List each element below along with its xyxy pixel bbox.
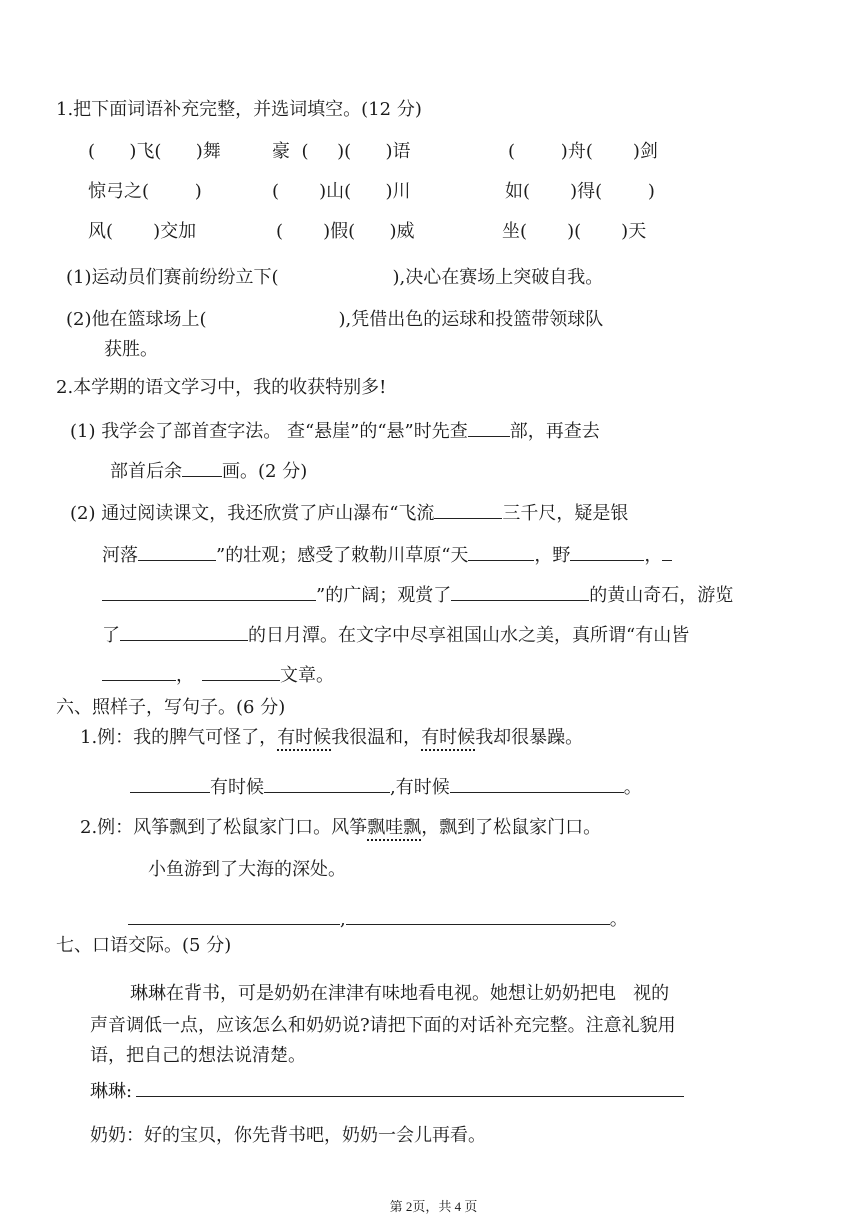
q1-idiom-6: 如( )得( )	[505, 181, 655, 202]
q2-part2-line2	[102, 542, 672, 568]
s7-paragraph-line3: 语，把自己的想法说清楚。	[90, 1045, 306, 1066]
q2-poem-blank-8[interactable]	[120, 622, 248, 641]
s6-fill2-blank-b[interactable]	[346, 906, 610, 925]
s7-paragraph-line2: 声音调低一点，应该怎么和奶奶说?请把下面的对话补充完整。注意礼貌用	[90, 1015, 676, 1036]
s6-ex2-dotted: 飘哇飘	[367, 817, 422, 838]
s6-example-1	[80, 726, 583, 750]
q2-poem-blank-7[interactable]	[451, 582, 589, 601]
q1-idiom-5: ( )山( )川	[272, 181, 411, 202]
q2-p1-text: (1) 我学会了部首查字法。 查“悬崖”的“悬”时先查	[70, 421, 468, 442]
q2-p2-text-i: 了	[102, 625, 120, 646]
q1-idiom-9: 坐( )( )天	[502, 221, 647, 242]
q2-p2-text-l: 文章。	[280, 665, 334, 686]
q2-p2-text-f: ，	[644, 545, 663, 566]
s7-linlin-answer-blank[interactable]	[136, 1078, 684, 1097]
q2-part2-line3	[102, 582, 733, 608]
s6-fill1-text-b: ,有时候	[390, 777, 450, 798]
s7-linlin-label: 琳琳:	[90, 1081, 133, 1102]
s6-fill2-comma: ,	[340, 909, 346, 930]
q2-poem-blank-1[interactable]	[434, 500, 502, 519]
s7-title: 七、口语交际。(5 分)	[56, 935, 232, 956]
q2-title: 2.本学期的语文学习中，我的收获特别多!	[56, 377, 387, 398]
q2-part1-line2	[110, 458, 307, 484]
q2-poem-blank-6[interactable]	[102, 582, 316, 601]
s6-ex2-prompt: 小鱼游到了大海的深处。	[148, 859, 346, 880]
q2-p2-text-a: (2) 通过阅读课文，我还欣赏了庐山瀑布“飞流	[70, 503, 435, 524]
q1-s1-start: (1)运动员们赛前纷纷立下(	[66, 267, 279, 288]
q2-part1-line1	[70, 418, 600, 444]
q1-sentence-1	[66, 266, 603, 290]
q1-sentence-2	[66, 308, 603, 332]
q2-poem-blank-4[interactable]	[570, 542, 644, 561]
q2-poem-blank-3[interactable]	[468, 542, 534, 561]
q2-part2-line5	[102, 662, 334, 688]
q2-p1-text4: 画。(2 分)	[222, 461, 308, 482]
q2-p2-text-c: 河落	[102, 545, 138, 566]
q1-idiom-1: ( )飞( )舞	[88, 141, 221, 162]
s6-ex2-post: ，飘到了松鼠家门口。	[421, 817, 602, 838]
s6-example-2	[80, 816, 601, 840]
s7-linlin-line	[90, 1078, 684, 1104]
s6-fill1-blank-a[interactable]	[130, 774, 210, 793]
q1-s2-start: (2)他在篮球场上(	[66, 309, 207, 330]
s6-ex2-pre: 2.例：风筝飘到了松鼠家门口。风筝	[80, 817, 368, 838]
q2-poem-blank-9[interactable]	[102, 662, 176, 681]
s6-fill1-blank-c[interactable]	[450, 774, 624, 793]
s7-nainai-line: 奶奶：好的宝贝，你先背书吧，奶奶一会儿再看。	[90, 1125, 486, 1146]
s6-fill-line-2	[128, 906, 628, 932]
s6-fill1-end: 。	[623, 777, 642, 798]
s6-fill1-blank-b[interactable]	[264, 774, 390, 793]
s6-fill2-blank-a[interactable]	[128, 906, 340, 925]
q1-idiom-8: ( )假( )威	[276, 221, 415, 242]
q2-poem-blank-2[interactable]	[138, 542, 216, 561]
s6-ex1-dotted-1: 有时候	[277, 727, 332, 748]
s6-fill-line-1	[130, 774, 642, 800]
q1-s1-end: ),决心在赛场上突破自我。	[392, 267, 604, 288]
q2-p2-text-e: ，野	[534, 545, 571, 566]
s6-fill2-end: 。	[609, 909, 628, 930]
q1-s2-end: ),凭借出色的运球和投篮带领球队	[338, 309, 604, 330]
q2-p2-text-d: ”的壮观；感受了敕勒川草原“天	[216, 545, 469, 566]
q1-idiom-7: 风( )交加	[88, 221, 197, 242]
s6-ex1-post: 我却很暴躁。	[475, 727, 584, 748]
s6-ex1-dotted-2: 有时候	[421, 727, 476, 748]
q2-part2-line1	[70, 500, 628, 526]
q1-idiom-3: ( )舟( )剑	[508, 141, 658, 162]
q2-p2-text-g: ”的广阔；观赏了	[316, 585, 452, 606]
q2-part2-line4	[102, 622, 689, 648]
q2-poem-blank-10[interactable]	[202, 662, 280, 681]
s6-ex1-mid: 我很温和，	[331, 727, 422, 748]
s6-title: 六、照样子，写句子。(6 分)	[56, 697, 286, 718]
q2-p1-text2: 部，再查去	[509, 421, 600, 442]
q1-idiom-2: 豪 ( )( )语	[272, 141, 411, 162]
page-footer: 第 2页，共 4 页	[389, 1199, 478, 1214]
q2-strokes-blank[interactable]	[182, 458, 222, 477]
q2-poem-blank-5[interactable]	[662, 542, 672, 561]
q1-sentence-2-cont: 获胜。	[104, 339, 158, 360]
q1-title: 1.把下面词语补充完整，并选词填空。(12 分)	[56, 99, 422, 120]
q1-idiom-4: 惊弓之( )	[88, 181, 202, 202]
s7-paragraph-line1: 琳琳在背书，可是奶奶在津津有味地看电视。她想让奶奶把电 视的	[130, 983, 670, 1004]
q2-p1-text3: 部首后余	[110, 461, 182, 482]
s6-ex1-pre: 1.例：我的脾气可怪了，	[80, 727, 278, 748]
q2-p2-text-h: 的黄山奇石，游览	[589, 585, 734, 606]
q2-p2-text-k: ，	[176, 665, 194, 686]
s6-fill1-text-a: 有时候	[210, 777, 264, 798]
q2-p2-text-b: 三千尺，疑是银	[502, 503, 629, 524]
q2-radical-blank[interactable]	[468, 418, 510, 437]
q2-p2-text-j: 的日月潭。在文字中尽享祖国山水之美，真所谓“有山皆	[248, 625, 690, 646]
